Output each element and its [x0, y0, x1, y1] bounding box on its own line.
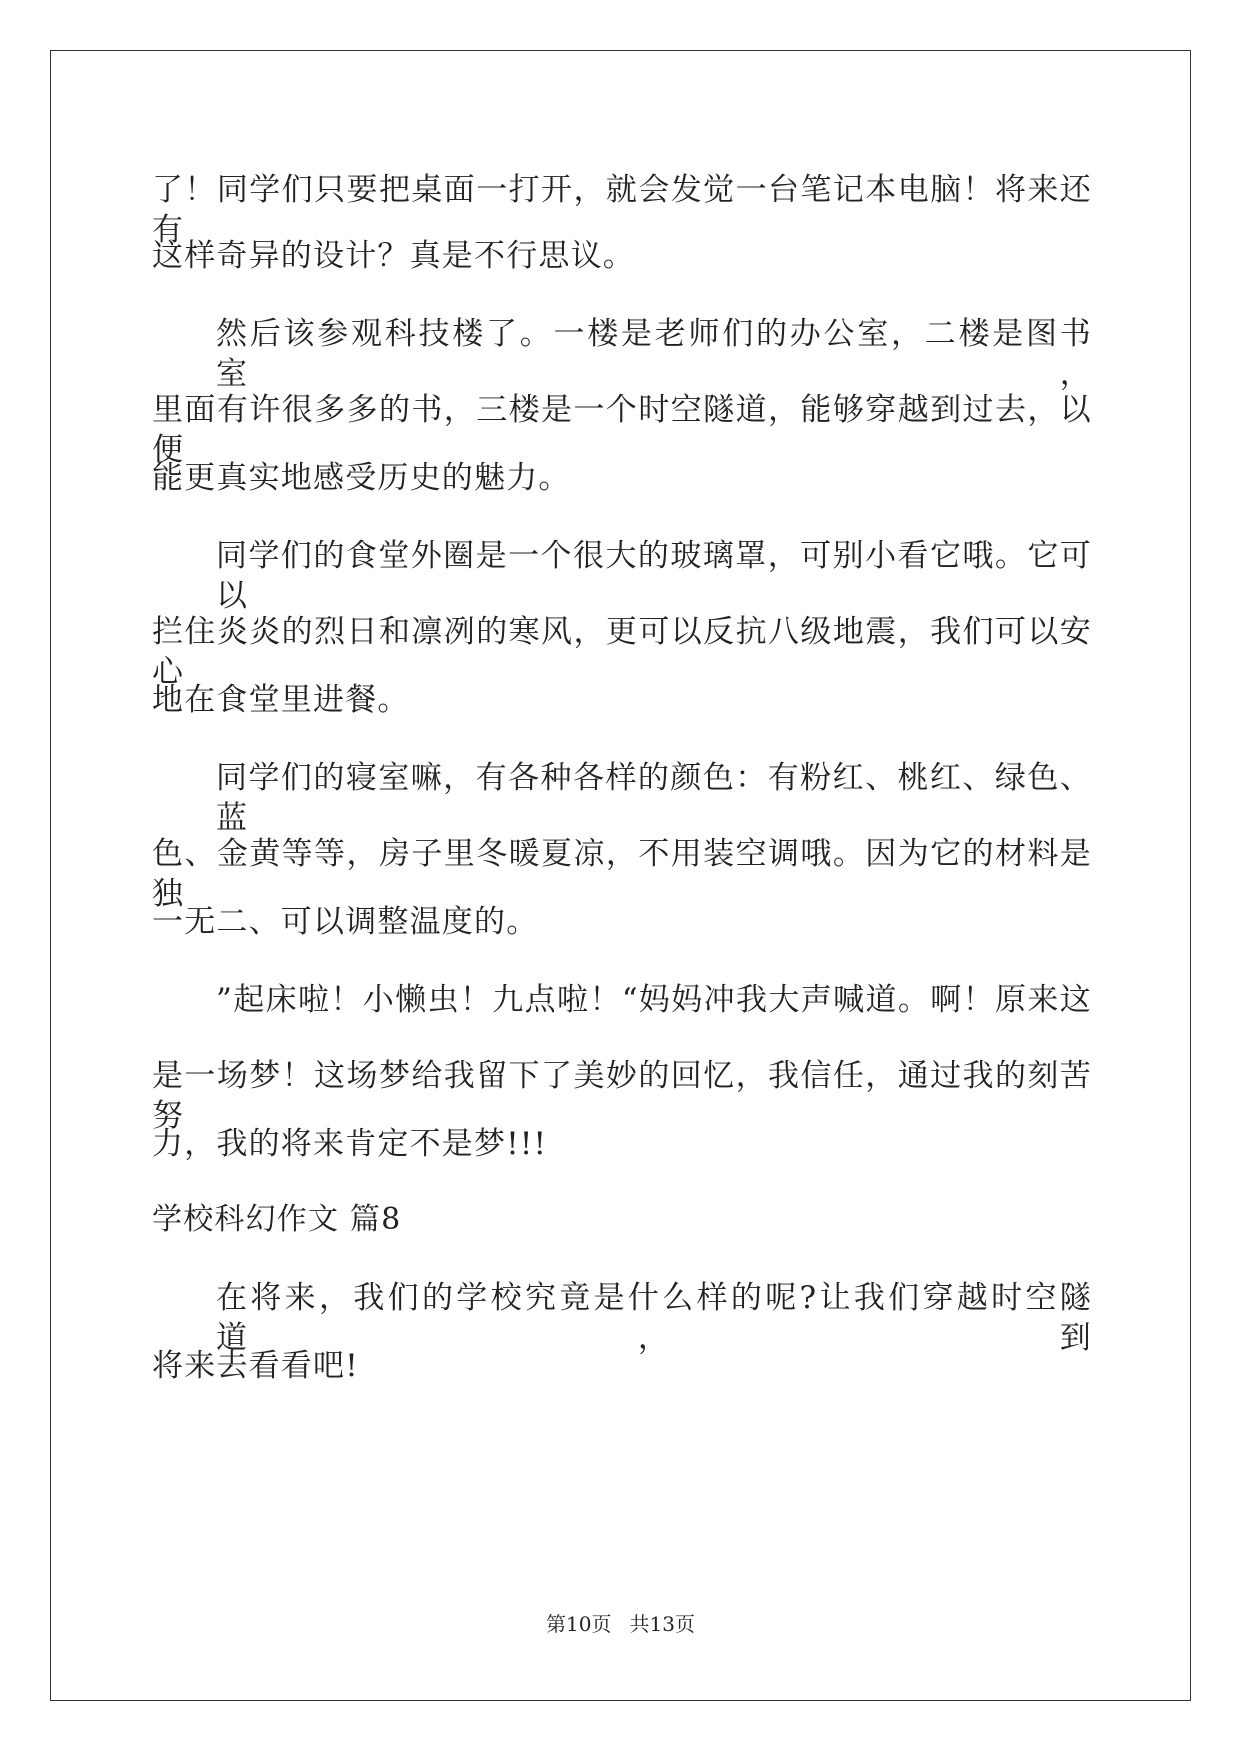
paragraph-line: 将来去看看吧! — [152, 1348, 359, 1384]
paragraph-line: 能更真实地感受历史的魅力。 — [152, 460, 571, 496]
paragraph-line: 色、金黄等等，房子里冬暖夏凉，不用装空调哦。因为它的材料是独 — [152, 836, 1092, 912]
page-number: 第10页 — [546, 1612, 612, 1636]
paragraph-line: 力，我的将来肯定不是梦!!! — [152, 1126, 548, 1162]
page-total: 共13页 — [629, 1612, 695, 1636]
paragraph-line: 拦住炎炎的烈日和凛冽的寒风，更可以反抗八级地震，我们可以安心 — [152, 614, 1092, 690]
paragraph-line: 然后该参观科技楼了。一楼是老师们的办公室，二楼是图书室， — [216, 316, 1092, 392]
section-heading: 学校科幻作文 篇8 — [152, 1202, 402, 1237]
paragraph-line: 了！同学们只要把桌面一打开，就会发觉一台笔记本电脑！将来还有 — [152, 172, 1092, 248]
page-footer — [0, 1610, 1241, 1638]
paragraph-line: 同学们的食堂外圈是一个很大的玻璃罩，可别小看它哦。它可以 — [216, 538, 1092, 614]
paragraph-line: 地在食堂里进餐。 — [152, 682, 410, 718]
paragraph-line: 是一场梦！这场梦给我留下了美妙的回忆，我信任，通过我的刻苦努 — [152, 1058, 1092, 1134]
paragraph-line: 在将来，我们的学校究竟是什么样的呢?让我们穿越时空隧道，到 — [216, 1280, 1092, 1356]
paragraph-line: ”起床啦！小懒虫！九点啦！“妈妈冲我大声喊道。啊！原来这 — [216, 982, 1092, 1018]
paragraph-line: 这样奇异的设计？真是不行思议。 — [152, 238, 635, 274]
paragraph-line: 里面有许很多多的书，三楼是一个时空隧道，能够穿越到过去，以便 — [152, 392, 1092, 468]
paragraph-line: 同学们的寝室嘛，有各种各样的颜色：有粉红、桃红、绿色、蓝 — [216, 760, 1092, 836]
paragraph-line: 一无二、可以调整温度的。 — [152, 904, 539, 940]
